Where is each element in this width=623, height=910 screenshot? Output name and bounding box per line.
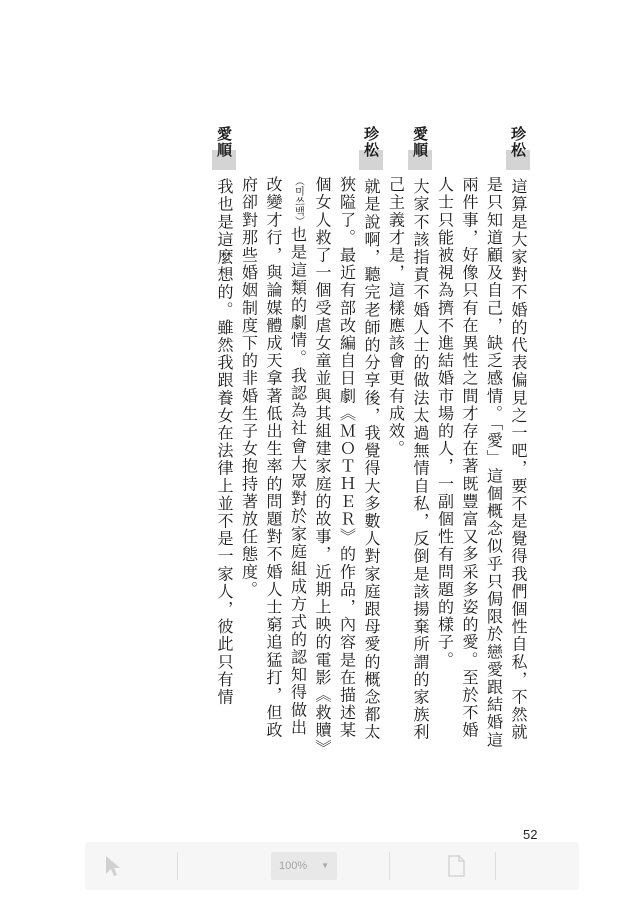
viewer-toolbar — [85, 842, 579, 890]
speaker-label: 珍松 — [359, 150, 384, 170]
dialogue-paragraph — [236, 126, 383, 757]
dialogue-paragraph — [432, 126, 530, 750]
dialogue-paragraph — [212, 126, 237, 750]
toolbar-divider — [389, 852, 390, 880]
dialogue-paragraph — [383, 126, 432, 750]
cursor-icon[interactable] — [103, 854, 123, 878]
speaker-label: 愛順 — [212, 150, 237, 170]
zoom-value: 100% — [279, 860, 308, 872]
zoom-select[interactable] — [271, 852, 337, 880]
speaker-label: 愛順 — [408, 150, 433, 170]
toolbar-divider — [177, 852, 178, 880]
speaker-label: 珍松 — [506, 150, 531, 170]
dialogue-text: 我也是這麼想的。雖然我跟養女在法律上並不是一家人，彼此只有情 — [215, 178, 234, 706]
vertical-text-body — [122, 126, 530, 757]
dialogue-text: 就是說啊，聽完老師的分享後，我覺得大多數人對家庭跟母愛的概念都太狹隘了。最近有部改編自日劇《ＭＯＴＨＥＲ》的作品，內容是在描述某個女人救了一個受虐女童並與其組建家庭的故事，近期上映的電影《救贖》 — [313, 176, 381, 757]
chevron-down-icon: ▼ — [321, 861, 329, 870]
document-icon[interactable] — [447, 855, 465, 877]
page-number: 52 — [523, 827, 538, 842]
dialogue-text: 大家不該指責不婚人士的做法太過無情自私，反倒是該揚棄所謂的家族利己主義才是，這樣應該會更有成效。 — [386, 176, 430, 742]
dialogue-text: 也是這類的劇情。我認為社會大眾對於家庭組成方式的認知得做出改變才行，與論媒體成天拿著低出生率的問題對不婚人士窮追猛打，但政府卻對那些婚姻制度下的非婚生子女抱持著放任態度。 — [239, 176, 308, 740]
toolbar-divider — [495, 852, 496, 880]
korean-title-note: （미쓰백） — [292, 176, 304, 226]
dialogue-text: 這算是大家對不婚的代表偏見之一吧，要不是覺得我們個性自私，不然就是只知道顧及自己，缺乏感情。「愛」這個概念似乎只侷限於戀愛跟結婚這兩件事，好像只有在異性之間才存在著既豐富又多采多姿的愛。至於不婚人士只能被視為擠不進結婚市場的人，一副個性有問題的樣子。 — [435, 176, 528, 749]
